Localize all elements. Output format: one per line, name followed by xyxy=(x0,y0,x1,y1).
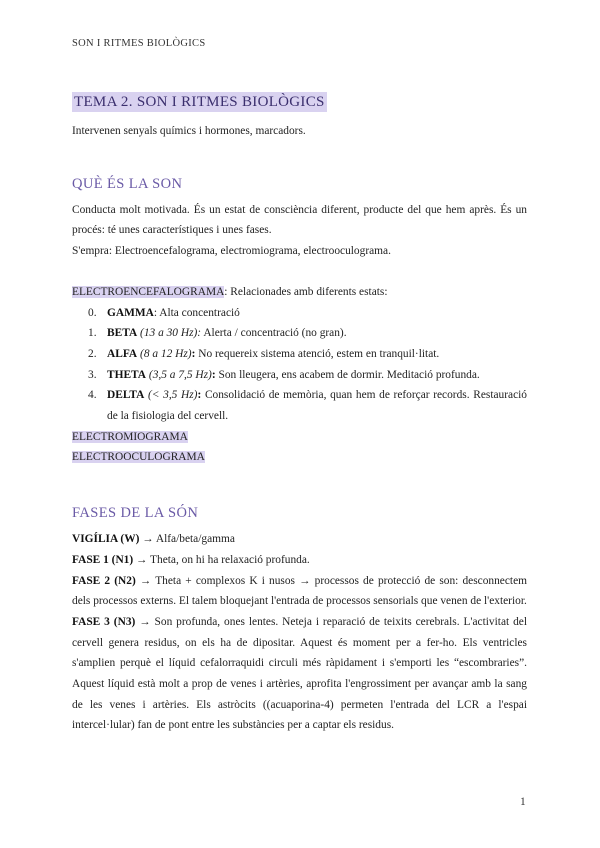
page-content xyxy=(72,90,527,736)
eeg-description: : Relacionades amb diferents estats: xyxy=(224,285,388,298)
separator: : xyxy=(211,368,219,381)
phase-paragraph xyxy=(72,550,527,571)
list-item xyxy=(88,303,527,324)
list-item xyxy=(88,323,527,344)
eog-term: ELECTROOCULOGRAMA xyxy=(72,451,205,464)
list-number: 2. xyxy=(88,347,97,360)
phase-paragraph xyxy=(72,529,527,550)
list-number: 1. xyxy=(88,327,97,340)
wave-range: (3,5 a 7,5 Hz) xyxy=(146,368,212,381)
intro-paragraph: Intervenen senyals químics i hormones, marcadors. xyxy=(72,125,306,137)
phase-text: → Son profunda, ones lentes. Neteja i reparació de teixits cerebrals. L'activitat del cervell genera residus, on els ha de dipositar. Aquest és moment per a fer-ho. Els ventricles s'amplien perquè el líquid cefalorraquidi circuli més ràpidament i s'emporti les “escombraries”. Aquest líquid està molt a prop de venes i artèries, aprofita l'engrossiment per avançar amb la sang de les venes i artèries. Els astròcits ((acuaporina-4) permeten l'entrada del LCR a l'espai intercel·lular) fan de pont entre les substàncies per a captar els residus. xyxy=(72,615,527,732)
wave-name: DELTA xyxy=(107,389,145,402)
phase-text: → Theta, on hi ha relaxació profunda. xyxy=(133,553,310,566)
phase-text: → Alfa/beta/gamma xyxy=(139,533,235,546)
wave-description: Alta concentració xyxy=(159,306,240,319)
phase-label: FASE 1 (N1) xyxy=(72,553,134,566)
list-number: 4. xyxy=(88,389,97,402)
wave-name: ALFA xyxy=(107,347,138,360)
wave-name: BETA xyxy=(107,327,138,340)
emg-term: ELECTROMIOGRAMA xyxy=(72,430,188,443)
eeg-term: ELECTROENCEFALOGRAMA xyxy=(72,285,225,298)
list-item xyxy=(88,344,527,365)
wave-range: (< 3,5 Hz) xyxy=(144,389,198,402)
wave-name: THETA xyxy=(107,368,147,381)
emg-line xyxy=(72,427,527,448)
sleep-phases xyxy=(72,529,527,736)
list-item xyxy=(88,385,527,426)
methods-paragraph: S'empra: Electroencefalograma, electromiograma, electrooculograma. xyxy=(72,245,391,258)
phase-paragraph xyxy=(72,612,527,736)
eog-line xyxy=(72,447,527,468)
phase-paragraph xyxy=(72,571,527,612)
separator: : xyxy=(153,306,160,319)
section-heading-que-es-la-son: QUÈ ÉS LA SON xyxy=(72,175,183,192)
wave-description: Alerta / concentració (no gran). xyxy=(203,327,347,340)
running-header: SON I RITMES BIOLÒGICS xyxy=(72,38,206,49)
brain-wave-list xyxy=(72,303,527,427)
wave-name: GAMMA xyxy=(107,306,154,319)
phase-text: → Theta + complexos K i nusos → processos de protecció de son: desconnectem dels processos externs. El talem bloquejant l'entrada de processos sensorials que venen de l'exterior. xyxy=(72,574,527,608)
list-number: 3. xyxy=(88,368,97,381)
page-number: 1 xyxy=(520,796,526,808)
eeg-line xyxy=(72,282,527,303)
wave-range: (8 a 12 Hz) xyxy=(137,347,192,360)
list-item xyxy=(88,365,527,386)
wave-description: Consolidació de memòria, quan hem de reforçar records. Restauració de la fisiologia del cervell. xyxy=(107,389,527,423)
phase-label: FASE 2 (N2) xyxy=(72,574,136,587)
definition-paragraph: Conducta molt motivada. És un estat de consciència diferent, producte del que hem après. És un procés: té unes característiques i unes fases. xyxy=(72,203,527,237)
phase-label: FASE 3 (N3) xyxy=(72,615,136,628)
separator: : xyxy=(197,389,205,402)
document-title: TEMA 2. SON I RITMES BIOLÒGICS xyxy=(74,94,325,110)
wave-range: (13 a 30 Hz): xyxy=(137,327,202,340)
phase-label: VIGÍLIA (W) xyxy=(72,533,140,546)
list-number: 0. xyxy=(88,306,97,319)
section-heading-fases-de-la-son: FASES DE LA SÓN xyxy=(72,505,199,522)
wave-description: Son lleugera, ens acabem de dormir. Meditació profunda. xyxy=(218,368,480,381)
separator: : xyxy=(191,347,199,360)
wave-description: No requereix sistema atenció, estem en tranquil·litat. xyxy=(198,347,440,360)
